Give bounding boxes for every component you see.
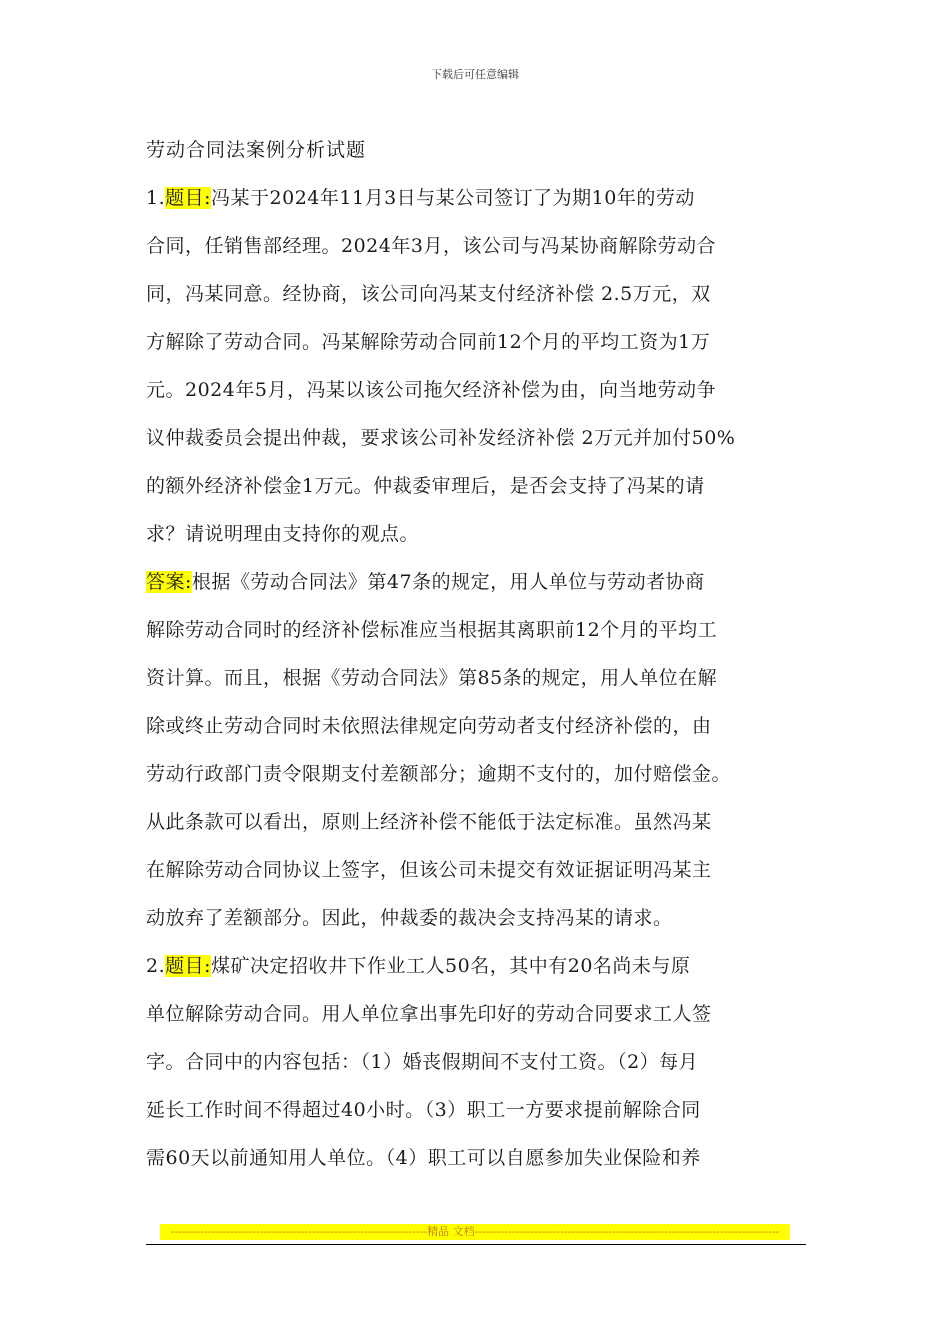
text-line: 劳动行政部门责令限期支付差额部分；逾期不支付的，加付赔偿金。 [146,763,732,785]
text-line: 解除劳动合同时的经济补偿标准应当根据其离职前12个月的平均工 [146,619,718,641]
text-line: 议仲裁委员会提出仲裁，要求该公司补发经济补偿 2万元并加付50% [146,427,736,449]
footer-text: 精品 文档 [427,1225,475,1238]
text-line: 求？请说明理由支持你的观点。 [146,523,420,545]
text-line: 元。2024年5月，冯某以该公司拖欠经济补偿为由，向当地劳动争 [146,379,716,401]
text-line: 单位解除劳动合同。用人单位拿出事先印好的劳动合同要求工人签 [146,1003,712,1025]
text-line: 根据《劳动合同法》第47条的规定，用人单位与劳动者协商 [191,571,705,593]
text-line: 煤矿决定招收井下作业工人50名，其中有20名尚未与原 [211,955,691,977]
question-1-line [146,174,806,222]
text-line: 延长工作时间不得超过40小时。（3）职工一方要求提前解除合同 [146,1099,701,1121]
page-header: 下载后可任意编辑 [431,68,519,81]
question-label-highlight: 题目: [165,187,212,209]
footer-dashes-right: ---------------------------------------------------------------------------------- [474,1225,780,1238]
footer-rule [146,1244,806,1245]
text-line: 资计算。而且，根据《劳动合同法》第85条的规定，用人单位在解 [146,667,718,689]
question-number: 1. [146,187,166,209]
question-2-line [146,942,806,990]
answer-label-highlight: 答案: [146,571,192,593]
question-number: 2. [146,955,166,977]
text-line: 合同，任销售部经理。2024年3月，该公司与冯某协商解除劳动合 [146,235,716,257]
text-line: 从此条款可以看出，原则上经济补偿不能低于法定标准。虽然冯某 [146,811,712,833]
text-line: 同，冯某同意。经协商，该公司向冯某支付经济补偿 2.5万元，双 [146,283,711,305]
text-line: 除或终止劳动合同时未依照法律规定向劳动者支付经济补偿的，由 [146,715,712,737]
document-body [146,126,806,1182]
text-line: 在解除劳动合同协议上签字，但该公司未提交有效证据证明冯某主 [146,859,712,881]
text-line: 冯某于2024年11月3日与某公司签订了为期10年的劳动 [211,187,695,209]
text-line: 字。合同中的内容包括：（1）婚丧假期间不支付工资。（2）每月 [146,1051,699,1073]
text-line: 需60天以前通知用人单位。（4）职工可以自愿参加失业保险和养 [146,1147,701,1169]
question-label-highlight: 题目: [165,955,212,977]
text-line: 的额外经济补偿金1万元。仲裁委审理后，是否会支持了冯某的请 [146,475,705,497]
page-footer [160,1224,790,1240]
answer-1-line [146,558,806,606]
text-line: 动放弃了差额部分。因此，仲裁委的裁决会支持冯某的请求。 [146,907,673,929]
text-line: 方解除了劳动合同。冯某解除劳动合同前12个月的平均工资为1万 [146,331,711,353]
document-title: 劳动合同法案例分析试题 [146,139,367,161]
footer-dashes-left: --------------------------------------------------------------------- [170,1225,428,1238]
